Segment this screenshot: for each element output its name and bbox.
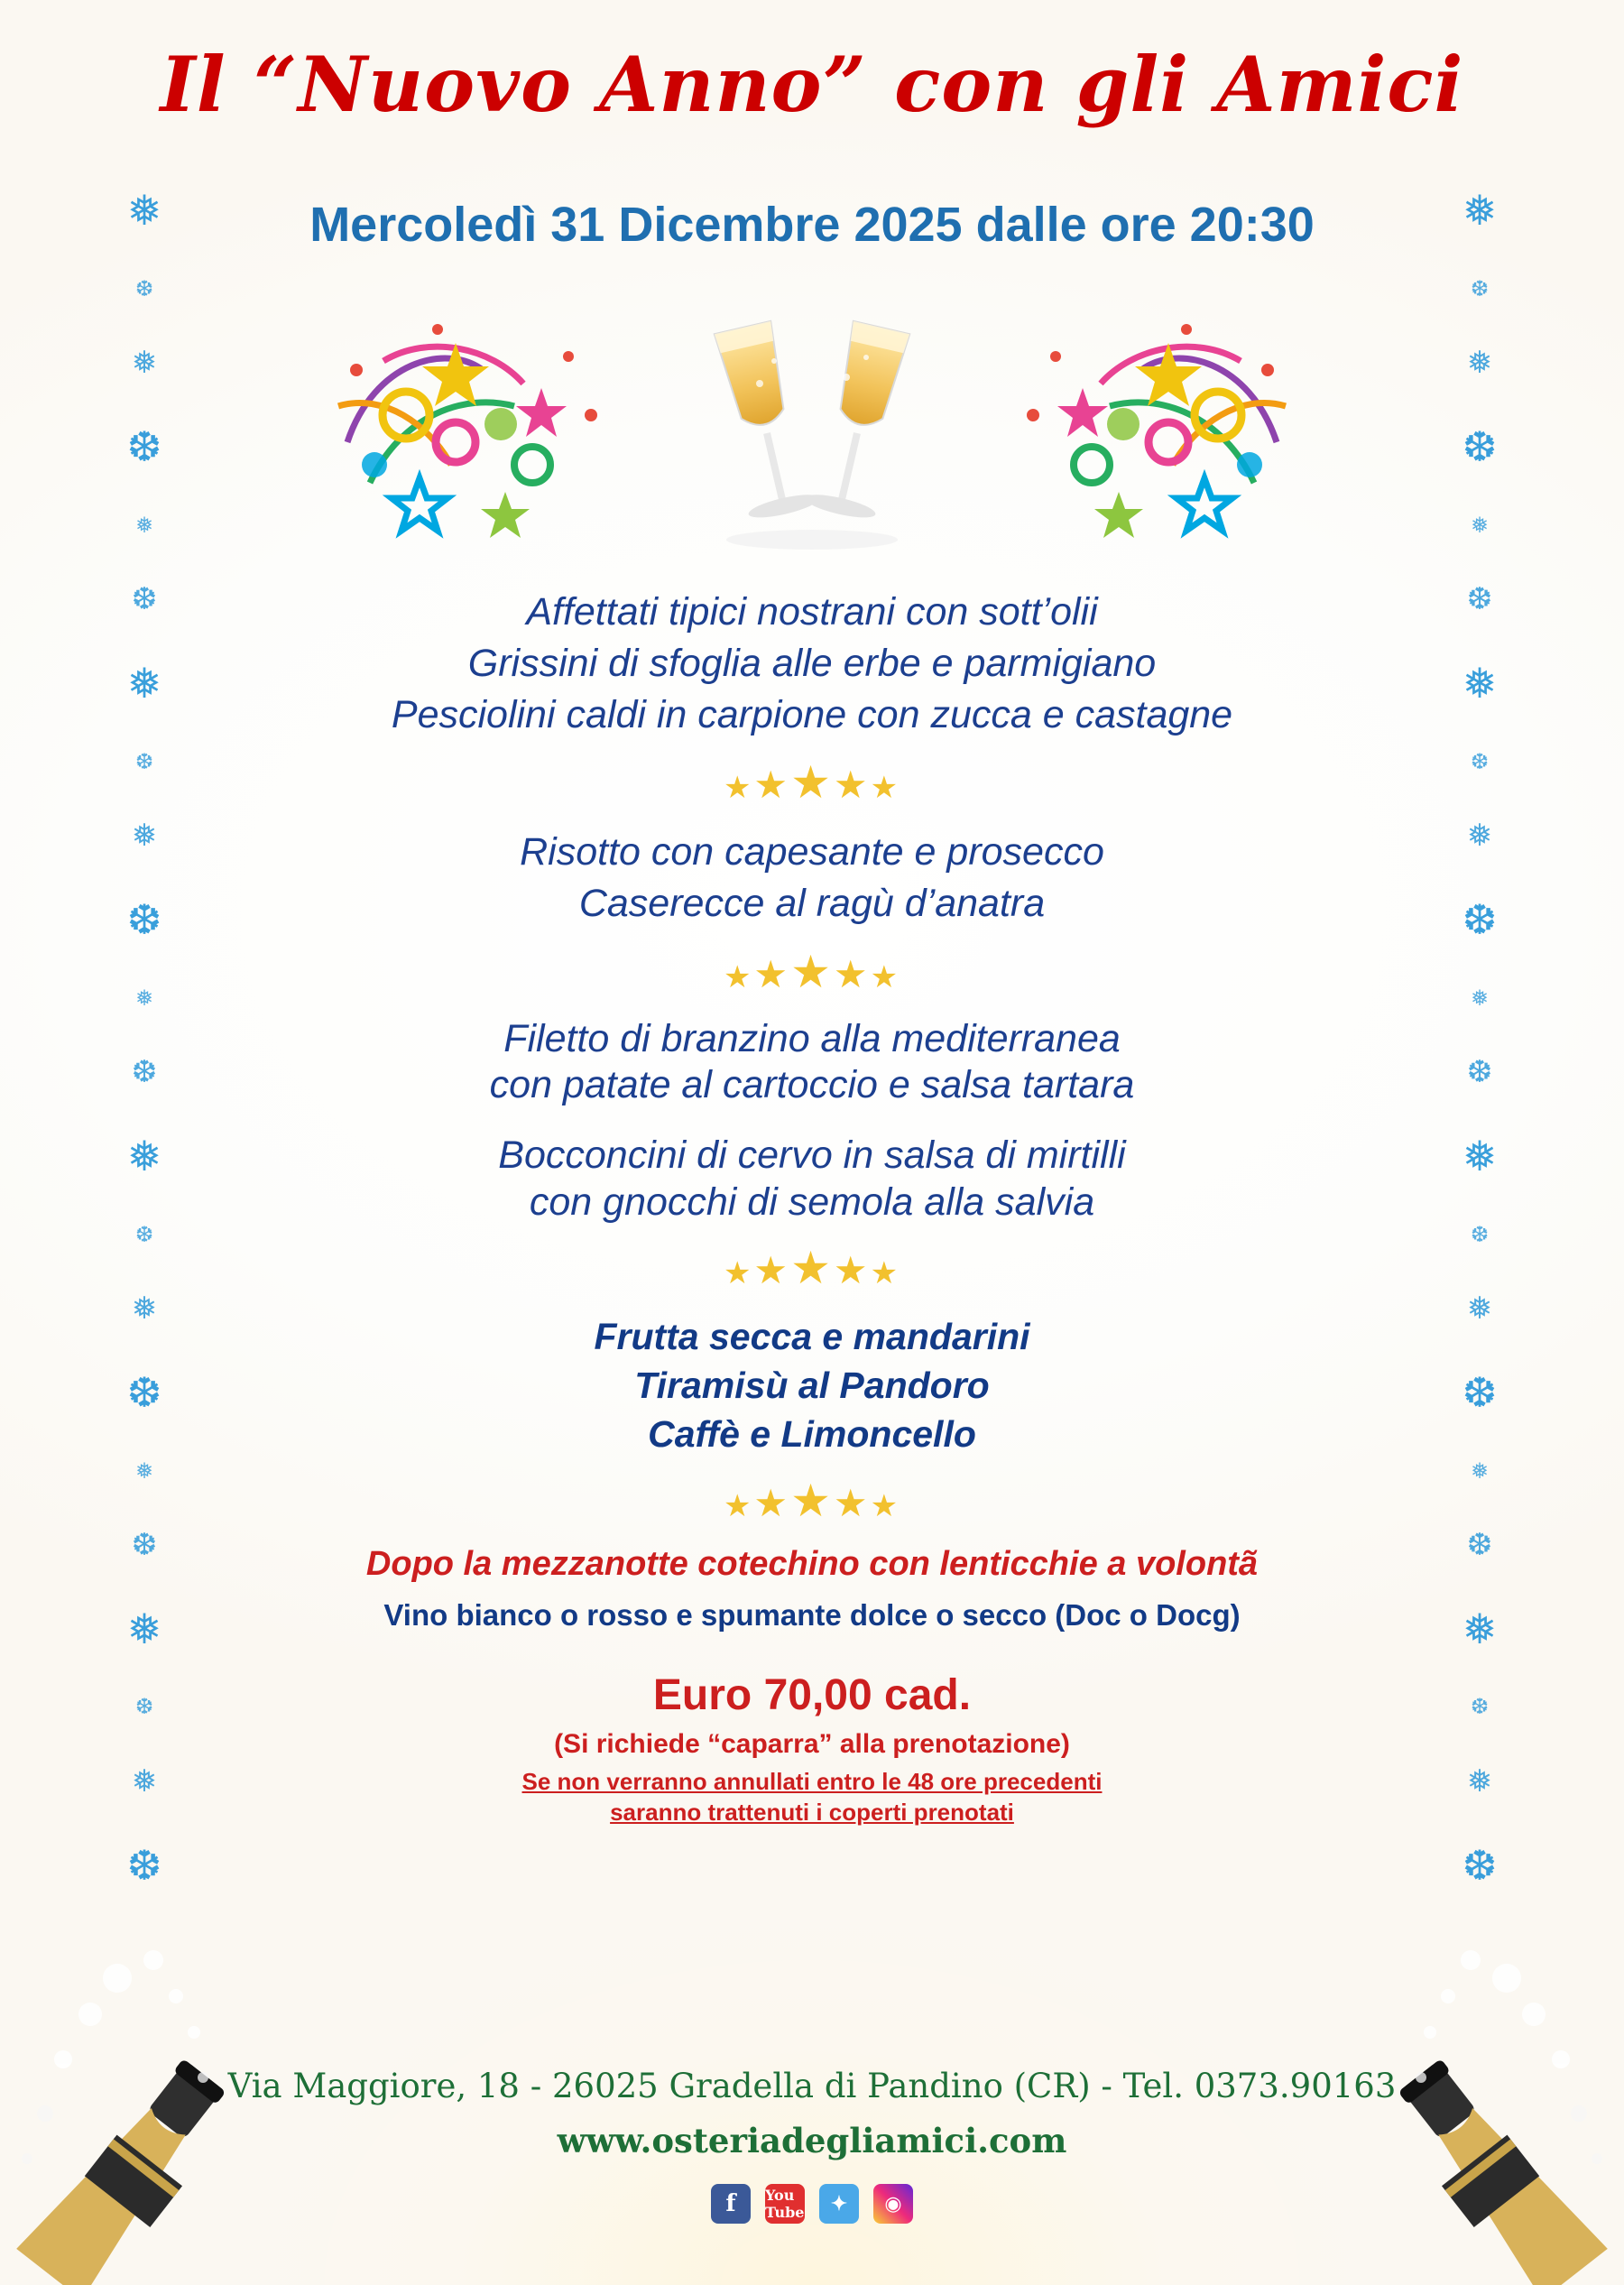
snowflake-icon: ❅ [126,1605,162,1652]
course-dolci [235,1312,1389,1458]
page-title: Il “Nuovo Anno” con gli Amici [160,40,1464,129]
snowflake-icon: ❆ [1470,1695,1490,1720]
snowflake-icon: ❆ [1462,895,1498,943]
snowflake-icon: ❅ [131,1291,158,1327]
menu-item: Caserecce al ragù d’anatra [578,882,1046,925]
star-separator: ★★★★★ [723,1243,901,1294]
snowflake-icon: ❅ [1466,346,1493,381]
snowflake-icon: ❆ [126,895,162,943]
snowflake-icon: ❆ [134,749,154,774]
course-antipasti [235,587,1389,740]
snowflake-icon: ❅ [134,513,154,538]
snowflake-icon: ❅ [134,1458,154,1484]
snowflake-icon: ❅ [1462,659,1498,707]
snowflake-icon: ❅ [1462,1605,1498,1652]
menu-body [235,587,1389,1827]
snowflake-icon: ❅ [126,659,162,707]
menu-item: Caffè e Limoncello [648,1413,976,1456]
snowflake-icon: ❅ [1462,187,1498,234]
snowflake-icon: ❆ [134,1695,154,1720]
snowflake-icon: ❆ [126,1841,162,1889]
menu-item: Risotto con capesante e prosecco [520,830,1104,874]
snowflake-icon: ❆ [134,1222,154,1247]
cancellation-line-1: Se non verranno annullati entro le 48 ore precedenti [521,1768,1103,1796]
decorative-art-row [0,289,1624,560]
snowflake-icon: ❅ [1466,819,1493,854]
instagram-icon[interactable]: ◉ [873,2184,913,2224]
snowflake-icon: ❅ [1462,1132,1498,1180]
midnight-note: Dopo la mezzanotte cotechino con lenticchie a volontã [365,1545,1259,1584]
menu-item: Grissini di sfoglia alle erbe e parmigiano [467,641,1157,685]
star-separator: ★★★★★ [723,1476,901,1527]
menu-item: Pesciolini caldi in carpione con zucca e castagne [391,692,1233,736]
menu-item: con gnocchi di semola alla salvia [529,1180,1095,1224]
snowflake-icon: ❆ [126,422,162,470]
menu-item: con patate al cartoccio e salsa tartara [489,1063,1135,1107]
snowflake-icon: ❅ [126,1132,162,1180]
event-date-subtitle: Mercoledì 31 Dicembre 2025 dalle ore 20:30 [309,198,1315,252]
star-separator: ★★★★★ [723,757,901,809]
snowflake-icon: ❆ [1470,749,1490,774]
star-separator: ★★★★★ [723,946,901,997]
wine-note: Vino bianco o rosso e spumante dolce o secco (Doc o Docg) [383,1598,1241,1633]
snowflake-icon: ❅ [1470,513,1490,538]
snowflake-icon: ❆ [1462,1368,1498,1416]
menu-item: Filetto di branzino alla mediterranea [503,1016,1121,1060]
snowflake-icon: ❅ [131,346,158,381]
menu-item: Frutta secca e mandarini [594,1316,1030,1358]
snowflake-icon: ❆ [1466,1055,1493,1090]
snowflake-icon: ❆ [1462,422,1498,470]
course-primi [235,827,1389,930]
confetti-burst-left-icon [320,307,645,541]
youtube-icon[interactable]: You Tube [765,2184,805,2224]
deposit-note: (Si richiede “caparra” alla prenotazione) [554,1729,1070,1760]
social-links [0,2184,1624,2224]
twitter-icon[interactable]: ✦ [819,2184,859,2224]
confetti-burst-right-icon [979,307,1304,541]
snowflake-icon: ❆ [126,1368,162,1416]
menu-item: Affettati tipici nostrani con sott’olii [526,590,1098,634]
facebook-icon[interactable]: f [711,2184,751,2224]
snowflake-icon: ❅ [131,819,158,854]
snowflake-icon: ❆ [131,1528,158,1563]
snowflake-icon: ❅ [126,187,162,234]
snowflake-icon: ❆ [1466,582,1493,617]
snowflake-icon: ❆ [1462,1841,1498,1889]
course-secondi [235,1016,1389,1226]
menu-item: Tiramisù al Pandoro [634,1365,990,1407]
cancellation-line-2: saranno trattenuti i coperti prenotati [610,1798,1014,1826]
snowflake-icon: ❆ [1466,1528,1493,1563]
snowflake-icon: ❅ [131,1764,158,1799]
snowflake-icon: ❅ [1466,1291,1493,1327]
website-link[interactable]: www.osteriadegliamici.com [557,2121,1067,2160]
address-text: Via Maggiore, 18 - 26025 Gradella di Pandino (CR) - Tel. 0373.90163 [227,2067,1397,2105]
price-label: Euro 70,00 cad. [652,1671,972,1720]
snowflake-icon: ❆ [134,276,154,301]
cancellation-policy [235,1767,1389,1827]
menu-item: Bocconcini di cervo in salsa di mirtilli [498,1133,1126,1177]
snowflake-icon: ❅ [1470,1458,1490,1484]
snowflake-icon: ❅ [1470,985,1490,1011]
snowflake-icon: ❅ [1466,1764,1493,1799]
champagne-glasses-icon [695,298,929,560]
snowflake-icon: ❆ [131,582,158,617]
snowflake-icon: ❅ [134,985,154,1011]
snowflake-icon: ❆ [1470,1222,1490,1247]
snowflake-icon: ❆ [131,1055,158,1090]
snowflake-icon: ❆ [1470,276,1490,301]
